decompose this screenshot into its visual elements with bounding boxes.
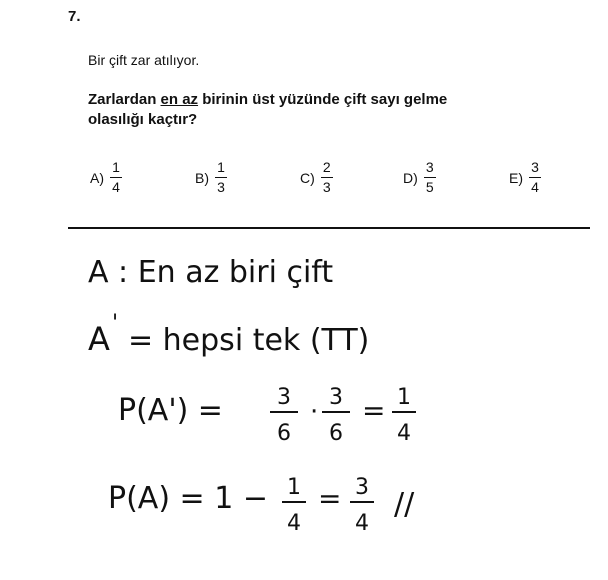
hw-line3-f1-num: 3 [277,385,291,410]
question-part1: Zarlardan [88,91,161,108]
hw-line4-left: P(A) = 1 − [108,481,268,516]
option-e-fraction: $\frac{3}{4}$ [529,160,541,195]
option-e-label: E) [509,169,523,186]
hw-line1: A : En az biri çift [88,255,334,290]
hw-line3-f3-num: 1 [397,385,411,410]
hw-line3-f3-den: 4 [397,421,411,446]
option-a-fraction: $\frac{1}{4}$ [110,160,122,195]
option-b-label: B) [195,169,209,186]
option-a-label: A) [90,169,104,186]
hw-line4-f1-num: 1 [287,475,301,500]
hw-line4-eq: = [318,482,342,515]
question-line2: olasılığı kaçtır? [88,111,198,128]
hw-line2-a: A [88,320,110,358]
option-c-fraction: $\frac{2}{3}$ [321,160,333,195]
option-b-fraction: $\frac{1}{3}$ [215,160,227,195]
hw-line4-end: // [394,487,415,522]
question-number: 7. [68,8,81,25]
hw-line4-f1-den: 4 [287,511,301,536]
hw-line3-left: P(A') = [118,393,223,428]
hw-line2-prime: ' [112,311,119,336]
option-c-label: C) [300,169,315,186]
question-intro: Bir çift zar atılıyor. [88,52,200,68]
option-d-label: D) [403,169,418,186]
question-emphasis: en az [160,91,199,108]
question-part2: birinin üst yüzünde çift sayı gelme [198,91,448,108]
hw-line2-rest: = hepsi tek (TT) [128,323,370,358]
hw-line3-f1-den: 6 [277,421,291,446]
hw-line3-eq: = [362,394,386,427]
option-d-fraction: $\frac{3}{5}$ [424,160,436,195]
hw-line4-f2-den: 4 [355,511,369,536]
hw-line3-dot: · [310,397,319,427]
hw-line4-f2-num: 3 [355,475,369,500]
hw-line3-f2-num: 3 [329,385,343,410]
hw-line3-f2-den: 6 [329,421,343,446]
